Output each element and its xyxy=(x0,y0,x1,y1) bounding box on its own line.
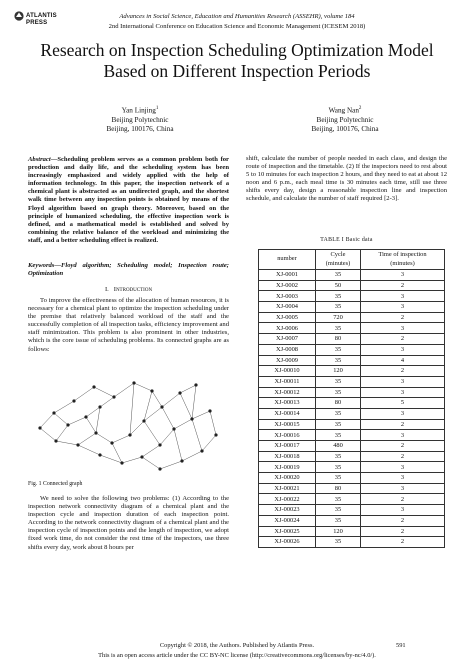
table-row xyxy=(259,483,445,494)
table-caption: TABLE I Basic data xyxy=(320,237,373,243)
cell-cycle: 35 xyxy=(316,505,361,516)
table-row xyxy=(259,280,445,291)
cell-inspection-time: 2 xyxy=(361,312,445,323)
journal-line: Advances in Social Science, Education and Humanities Research (ASSEHR), volume 184 xyxy=(119,13,355,20)
cell-cycle: 35 xyxy=(316,344,361,355)
cell-cycle: 35 xyxy=(316,494,361,505)
table-row xyxy=(259,430,445,441)
footer-copyright: Copyright © 2018, the Authors. Published by Atlantis Press. xyxy=(159,642,315,649)
table-row xyxy=(259,302,445,313)
cell-cycle: 35 xyxy=(316,302,361,313)
paper-title: Research on Inspection Scheduling Optimization Model Based on Different Inspection Periods xyxy=(40,40,434,81)
cell-inspection-time: 3 xyxy=(361,323,445,334)
footer-license: This is an open access article under the CC BY-NC license (http://creativecommons.org/licenses/by-nc/4.0/). xyxy=(98,652,376,659)
cell-number: XJ-0006 xyxy=(259,323,316,334)
cell-inspection-time: 3 xyxy=(361,430,445,441)
figure-caption: Fig. 1 Connected graph xyxy=(28,481,83,487)
cell-cycle: 35 xyxy=(316,515,361,526)
table-row xyxy=(259,515,445,526)
author-name: Yan Linjing xyxy=(121,106,156,115)
cell-number: XJ-00020 xyxy=(259,473,316,484)
keywords-text: —Floyd algorithm; Scheduling model; Inspection route; Optimization xyxy=(28,262,229,278)
table-row xyxy=(259,376,445,387)
cell-number: XJ-00022 xyxy=(259,494,316,505)
cell-inspection-time: 3 xyxy=(361,376,445,387)
table-row xyxy=(259,387,445,398)
cell-inspection-time: 3 xyxy=(361,291,445,302)
cell-cycle: 35 xyxy=(316,537,361,548)
table-row xyxy=(259,398,445,409)
cell-inspection-time: 3 xyxy=(361,344,445,355)
table-row xyxy=(259,344,445,355)
cell-cycle: 35 xyxy=(316,291,361,302)
section-title: Introduction xyxy=(113,286,153,293)
cell-number: XJ-00025 xyxy=(259,526,316,537)
cell-number: XJ-0004 xyxy=(259,302,316,313)
cell-inspection-time: 3 xyxy=(361,462,445,473)
cell-number: XJ-00013 xyxy=(259,398,316,409)
abstract-label: Abstract xyxy=(28,156,51,163)
cell-inspection-time: 3 xyxy=(361,302,445,313)
cell-inspection-time: 4 xyxy=(361,355,445,366)
cell-inspection-time: 3 xyxy=(361,505,445,516)
abstract xyxy=(28,156,229,245)
table-row xyxy=(259,462,445,473)
cell-cycle: 120 xyxy=(316,526,361,537)
basic-data-table xyxy=(258,249,445,548)
cell-number: XJ-0003 xyxy=(259,291,316,302)
cell-cycle: 35 xyxy=(316,473,361,484)
cell-cycle: 35 xyxy=(316,387,361,398)
cell-number: XJ-00012 xyxy=(259,387,316,398)
table-body xyxy=(259,270,445,548)
cell-cycle: 35 xyxy=(316,419,361,430)
author-sup: 1 xyxy=(155,106,159,111)
cell-cycle: 720 xyxy=(316,312,361,323)
table-row xyxy=(259,270,445,281)
cell-number: XJ-00010 xyxy=(259,366,316,377)
author-affiliation: Beijing Polytechnic xyxy=(316,115,374,124)
cell-cycle: 35 xyxy=(316,270,361,281)
conference-line: 2nd International Conference on Education Science and Economic Management (ICESEM 2018) xyxy=(108,23,366,30)
table-row xyxy=(259,323,445,334)
cell-inspection-time: 2 xyxy=(361,441,445,452)
table-row xyxy=(259,366,445,377)
cell-number: XJ-00024 xyxy=(259,515,316,526)
table-row xyxy=(259,419,445,430)
cell-cycle: 35 xyxy=(316,430,361,441)
cell-number: XJ-0001 xyxy=(259,270,316,281)
cell-cycle: 35 xyxy=(316,408,361,419)
page-number: 591 xyxy=(396,642,406,649)
cell-number: XJ-0008 xyxy=(259,344,316,355)
connected-graph-figure xyxy=(34,373,222,477)
table-row xyxy=(259,494,445,505)
cell-cycle: 50 xyxy=(316,280,361,291)
cell-number: XJ-00018 xyxy=(259,451,316,462)
cell-number: XJ-00016 xyxy=(259,430,316,441)
cell-inspection-time: 2 xyxy=(361,366,445,377)
keywords xyxy=(28,262,229,278)
cell-inspection-time: 2 xyxy=(361,334,445,345)
cell-cycle: 120 xyxy=(316,366,361,377)
cell-number: XJ-00014 xyxy=(259,408,316,419)
abstract-text: —Scheduling problem serves as a common problem both for production and daily life, and the scheduling system has been increasingly emphasized and widely applied with the help of information technology. In this paper, the inspection network of a chemical plant is abstracted as an undirected graph, and the shortest walk time between any inspection points is obtained by means of the Floyd algorithm based on graph theory. Moreover, based on the principle of humanized scheduling, the effective inspection work is defined, and a mathematical model is established and solved by combining the relative balance of the workload and minimizing the staff, and a better scheduling effect is realized. xyxy=(28,156,229,244)
col-header-time: Time of inspection (minutes) xyxy=(361,250,445,270)
right-paragraph: shift, calculate the number of people needed in each class, and design the route of inspection and the timetable. (2) If the inspectors need to rest about 5 to 10 minutes for each inspection 2 hours, and they need to eat at about 12 noon and 6 p.m., each meal time is 30 minutes each time, still use three shifts every day, design a reasonable inspection line and inspection schedule, and calculate the number of staff required [2-3]. xyxy=(246,155,447,203)
table-row xyxy=(259,441,445,452)
author-block-2 xyxy=(265,104,425,135)
table-row xyxy=(259,334,445,345)
author-sup: 2 xyxy=(358,106,362,111)
author-block-1 xyxy=(60,104,220,135)
author-name: Wang Nan xyxy=(328,106,359,115)
logo-text: ATLANTIS PRESS xyxy=(26,13,57,26)
cell-inspection-time: 3 xyxy=(361,387,445,398)
keywords-label: Keywords xyxy=(28,262,55,269)
cell-inspection-time: 2 xyxy=(361,451,445,462)
author-affiliation: Beijing Polytechnic xyxy=(111,115,169,124)
table-row xyxy=(259,408,445,419)
cell-inspection-time: 2 xyxy=(361,419,445,430)
table-row xyxy=(259,473,445,484)
cell-cycle: 35 xyxy=(316,323,361,334)
cell-number: XJ-00017 xyxy=(259,441,316,452)
table-row xyxy=(259,526,445,537)
cell-number: XJ-0005 xyxy=(259,312,316,323)
cell-number: XJ-00015 xyxy=(259,419,316,430)
cell-cycle: 480 xyxy=(316,441,361,452)
table-row xyxy=(259,355,445,366)
cell-inspection-time: 3 xyxy=(361,473,445,484)
cell-number: XJ-0007 xyxy=(259,334,316,345)
table-row xyxy=(259,291,445,302)
col-header-cycle: Cycle (minutes) xyxy=(316,250,361,270)
cell-number: XJ-00011 xyxy=(259,376,316,387)
cell-cycle: 80 xyxy=(316,334,361,345)
author-address: Beijing, 100176, China xyxy=(311,125,379,134)
cell-cycle: 35 xyxy=(316,355,361,366)
cell-inspection-time: 2 xyxy=(361,494,445,505)
cell-cycle: 80 xyxy=(316,483,361,494)
table-row xyxy=(259,451,445,462)
cell-cycle: 35 xyxy=(316,462,361,473)
section-heading xyxy=(28,286,229,293)
cell-number: XJ-0002 xyxy=(259,280,316,291)
cell-inspection-time: 2 xyxy=(361,515,445,526)
cell-number: XJ-00023 xyxy=(259,505,316,516)
cell-inspection-time: 5 xyxy=(361,398,445,409)
cell-number: XJ-0009 xyxy=(259,355,316,366)
solve-paragraph: We need to solve the following two problems: (1) According to the inspection network connectivity diagram of a chemical plant and the inspection cycle and inspection duration of each inspection point. According to the network connectivity diagram of a chemical plant and the inspection cycle of inspection points and the length of inspection, we adopt fixed work time, do not consider the rest time of the inspectors, use three shifts every day, work about 8 hours per xyxy=(28,495,229,551)
cell-inspection-time: 3 xyxy=(361,270,445,281)
col-header-number: number xyxy=(259,250,316,270)
cell-number: XJ-00019 xyxy=(259,462,316,473)
cell-inspection-time: 3 xyxy=(361,408,445,419)
cell-cycle: 35 xyxy=(316,451,361,462)
cell-inspection-time: 2 xyxy=(361,526,445,537)
table-header-row xyxy=(259,250,445,270)
cell-cycle: 35 xyxy=(316,376,361,387)
table-row xyxy=(259,505,445,516)
table-row xyxy=(259,312,445,323)
author-address: Beijing, 100176, China xyxy=(106,125,174,134)
cell-inspection-time: 2 xyxy=(361,280,445,291)
cell-inspection-time: 2 xyxy=(361,537,445,548)
cell-number: XJ-00026 xyxy=(259,537,316,548)
cell-inspection-time: 3 xyxy=(361,483,445,494)
cell-cycle: 80 xyxy=(316,398,361,409)
intro-paragraph: To improve the effectiveness of the allocation of human resources, it is necessary for a chemical plant to optimize the inspection scheduling under the premise that relatively balanced workload of the staff and the successfully completion of all inspection tasks, efficiency improvement and staff minimization. This problem is also prominent in other industries, which is the core issue of scheduling problems. Its connected graphs are as follows: xyxy=(28,297,229,353)
cell-number: XJ-00021 xyxy=(259,483,316,494)
section-number: I. xyxy=(104,286,109,293)
table-row xyxy=(259,537,445,548)
